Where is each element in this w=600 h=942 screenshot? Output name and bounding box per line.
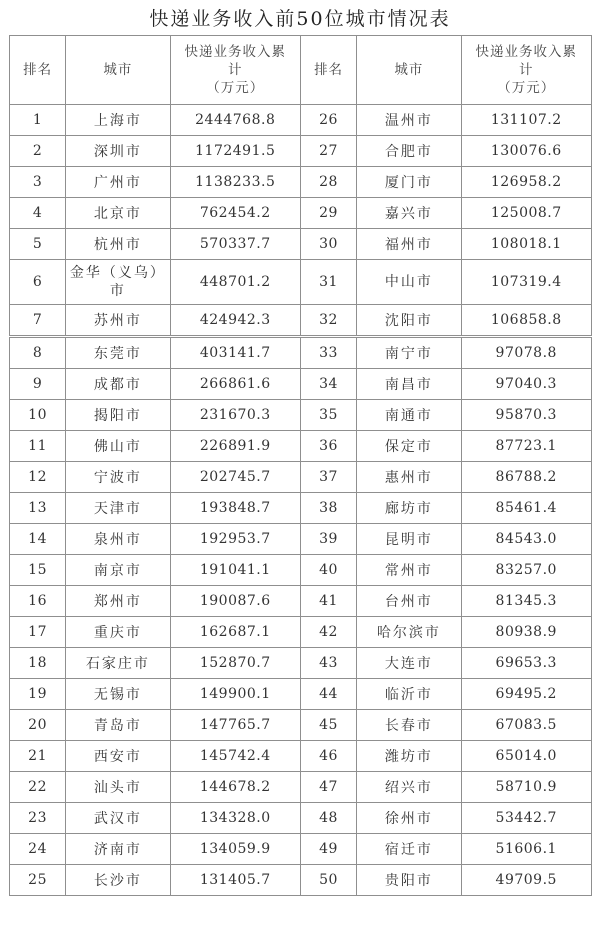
city-cell: 保定市 — [357, 431, 461, 462]
table-body — [10, 105, 592, 896]
revenue-cell: 49709.5 — [461, 865, 592, 896]
city-header: 城市 — [66, 36, 170, 105]
revenue-cell: 107319.4 — [461, 260, 592, 305]
city-cell: 哈尔滨市 — [357, 617, 461, 648]
revenue-cell: 130076.6 — [461, 136, 592, 167]
revenue-cell: 762454.2 — [170, 198, 300, 229]
table-row — [10, 803, 592, 834]
city-cell: 宿迁市 — [357, 834, 461, 865]
page-title: 快递业务收入前50位城市情况表 — [149, 8, 451, 30]
rank-cell: 46 — [300, 741, 356, 772]
rank-cell: 48 — [300, 803, 356, 834]
city-cell: 惠州市 — [357, 462, 461, 493]
revenue-cell: 134059.9 — [170, 834, 300, 865]
revenue-cell: 81345.3 — [461, 586, 592, 617]
revenue-cell: 152870.7 — [170, 648, 300, 679]
table-row — [10, 617, 592, 648]
revenue-cell: 67083.5 — [461, 710, 592, 741]
rank-cell: 39 — [300, 524, 356, 555]
rank-cell: 10 — [10, 400, 66, 431]
city-cell: 昆明市 — [357, 524, 461, 555]
city-cell: 南昌市 — [357, 369, 461, 400]
rank-cell: 36 — [300, 431, 356, 462]
city-name-line2: 市 — [109, 283, 126, 299]
revenue-header-line1: 快递业务收入累 — [475, 44, 577, 60]
rank-cell: 16 — [10, 586, 66, 617]
city-cell: 广州市 — [66, 167, 170, 198]
revenue-cell: 2444768.8 — [170, 105, 300, 136]
table-row — [10, 260, 592, 305]
revenue-cell: 58710.9 — [461, 772, 592, 803]
rank-cell: 21 — [10, 741, 66, 772]
rank-cell: 50 — [300, 865, 356, 896]
table-row — [10, 865, 592, 896]
revenue-cell: 126958.2 — [461, 167, 592, 198]
city-cell: 佛山市 — [66, 431, 170, 462]
revenue-cell: 226891.9 — [170, 431, 300, 462]
revenue-header-line2: 计 — [228, 62, 243, 78]
rank-cell: 44 — [300, 679, 356, 710]
rank-cell: 43 — [300, 648, 356, 679]
table-row — [10, 524, 592, 555]
revenue-cell: 83257.0 — [461, 555, 592, 586]
table-row — [10, 198, 592, 229]
city-cell: 成都市 — [66, 369, 170, 400]
city-cell: 潍坊市 — [357, 741, 461, 772]
city-cell: 深圳市 — [66, 136, 170, 167]
city-cell: 上海市 — [66, 105, 170, 136]
city-cell: 绍兴市 — [357, 772, 461, 803]
city-cell: 武汉市 — [66, 803, 170, 834]
express-revenue-table — [9, 35, 592, 896]
rank-cell: 28 — [300, 167, 356, 198]
revenue-cell: 97040.3 — [461, 369, 592, 400]
revenue-cell: 192953.7 — [170, 524, 300, 555]
city-cell: 宁波市 — [66, 462, 170, 493]
revenue-cell: 266861.6 — [170, 369, 300, 400]
revenue-cell: 134328.0 — [170, 803, 300, 834]
rank-cell: 18 — [10, 648, 66, 679]
table-row — [10, 679, 592, 710]
city-cell: 无锡市 — [66, 679, 170, 710]
revenue-cell: 147765.7 — [170, 710, 300, 741]
rank-cell: 27 — [300, 136, 356, 167]
city-cell: 天津市 — [66, 493, 170, 524]
rank-cell: 11 — [10, 431, 66, 462]
table-row — [10, 741, 592, 772]
city-cell: 合肥市 — [357, 136, 461, 167]
revenue-cell: 403141.7 — [170, 337, 300, 369]
city-cell: 北京市 — [66, 198, 170, 229]
revenue-cell: 131405.7 — [170, 865, 300, 896]
city-cell: 台州市 — [357, 586, 461, 617]
revenue-cell: 131107.2 — [461, 105, 592, 136]
table-row — [10, 337, 592, 369]
revenue-cell: 202745.7 — [170, 462, 300, 493]
rank-cell: 40 — [300, 555, 356, 586]
revenue-header-line2: 计 — [519, 62, 534, 78]
revenue-cell: 125008.7 — [461, 198, 592, 229]
revenue-header-unit: （万元） — [497, 80, 556, 96]
city-cell: 福州市 — [357, 229, 461, 260]
revenue-cell: 51606.1 — [461, 834, 592, 865]
table-row — [10, 431, 592, 462]
rank-cell: 32 — [300, 305, 356, 337]
table-row — [10, 462, 592, 493]
revenue-cell: 424942.3 — [170, 305, 300, 337]
rank-cell: 23 — [10, 803, 66, 834]
rank-cell: 34 — [300, 369, 356, 400]
city-cell: 南京市 — [66, 555, 170, 586]
city-cell: 杭州市 — [66, 229, 170, 260]
table-row — [10, 167, 592, 198]
rank-cell: 37 — [300, 462, 356, 493]
city-cell: 东莞市 — [66, 337, 170, 369]
revenue-cell: 86788.2 — [461, 462, 592, 493]
revenue-header — [461, 36, 592, 105]
rank-cell: 41 — [300, 586, 356, 617]
rank-cell: 38 — [300, 493, 356, 524]
city-cell: 苏州市 — [66, 305, 170, 337]
city-cell: 西安市 — [66, 741, 170, 772]
revenue-cell: 231670.3 — [170, 400, 300, 431]
table-row — [10, 772, 592, 803]
revenue-cell: 108018.1 — [461, 229, 592, 260]
rank-cell: 13 — [10, 493, 66, 524]
revenue-cell: 448701.2 — [170, 260, 300, 305]
rank-cell: 15 — [10, 555, 66, 586]
city-cell: 厦门市 — [357, 167, 461, 198]
rank-cell: 26 — [300, 105, 356, 136]
rank-cell: 25 — [10, 865, 66, 896]
city-cell: 温州市 — [357, 105, 461, 136]
rank-cell: 30 — [300, 229, 356, 260]
city-cell: 青岛市 — [66, 710, 170, 741]
rank-cell: 3 — [10, 167, 66, 198]
city-cell: 南通市 — [357, 400, 461, 431]
city-cell: 廊坊市 — [357, 493, 461, 524]
revenue-cell: 53442.7 — [461, 803, 592, 834]
revenue-cell: 80938.9 — [461, 617, 592, 648]
revenue-cell: 97078.8 — [461, 337, 592, 369]
table-row — [10, 400, 592, 431]
table-row — [10, 229, 592, 260]
city-cell: 汕头市 — [66, 772, 170, 803]
rank-cell: 47 — [300, 772, 356, 803]
revenue-cell: 570337.7 — [170, 229, 300, 260]
rank-cell: 35 — [300, 400, 356, 431]
rank-header: 排名 — [300, 36, 356, 105]
rank-cell: 2 — [10, 136, 66, 167]
revenue-cell: 191041.1 — [170, 555, 300, 586]
revenue-header — [170, 36, 300, 105]
rank-cell: 8 — [10, 337, 66, 369]
city-cell: 济南市 — [66, 834, 170, 865]
city-header: 城市 — [357, 36, 461, 105]
rank-cell: 9 — [10, 369, 66, 400]
revenue-cell: 65014.0 — [461, 741, 592, 772]
rank-cell: 1 — [10, 105, 66, 136]
revenue-cell: 84543.0 — [461, 524, 592, 555]
city-cell — [66, 260, 170, 305]
revenue-cell: 190087.6 — [170, 586, 300, 617]
table-row — [10, 305, 592, 337]
revenue-cell: 69495.2 — [461, 679, 592, 710]
revenue-cell: 162687.1 — [170, 617, 300, 648]
rank-cell: 14 — [10, 524, 66, 555]
revenue-cell: 1172491.5 — [170, 136, 300, 167]
table-row — [10, 586, 592, 617]
revenue-cell: 1138233.5 — [170, 167, 300, 198]
table-row — [10, 369, 592, 400]
city-cell: 长春市 — [357, 710, 461, 741]
header-row — [10, 36, 592, 105]
city-cell: 郑州市 — [66, 586, 170, 617]
rank-cell: 49 — [300, 834, 356, 865]
rank-cell: 31 — [300, 260, 356, 305]
city-cell: 大连市 — [357, 648, 461, 679]
table-row — [10, 710, 592, 741]
revenue-cell: 95870.3 — [461, 400, 592, 431]
rank-cell: 17 — [10, 617, 66, 648]
rank-cell: 29 — [300, 198, 356, 229]
rank-cell: 7 — [10, 305, 66, 337]
revenue-cell: 144678.2 — [170, 772, 300, 803]
revenue-cell: 87723.1 — [461, 431, 592, 462]
city-cell: 揭阳市 — [66, 400, 170, 431]
table-row — [10, 648, 592, 679]
rank-cell: 20 — [10, 710, 66, 741]
rank-cell: 6 — [10, 260, 66, 305]
revenue-cell: 69653.3 — [461, 648, 592, 679]
city-cell: 重庆市 — [66, 617, 170, 648]
city-name-line1: 金华（义乌） — [69, 265, 166, 281]
city-cell: 贵阳市 — [357, 865, 461, 896]
revenue-cell: 106858.8 — [461, 305, 592, 337]
revenue-cell: 85461.4 — [461, 493, 592, 524]
city-cell: 嘉兴市 — [357, 198, 461, 229]
revenue-header-line1: 快递业务收入累 — [184, 44, 286, 60]
city-cell: 南宁市 — [357, 337, 461, 369]
city-cell: 常州市 — [357, 555, 461, 586]
rank-cell: 5 — [10, 229, 66, 260]
revenue-cell: 149900.1 — [170, 679, 300, 710]
revenue-cell: 193848.7 — [170, 493, 300, 524]
city-cell: 石家庄市 — [66, 648, 170, 679]
city-cell: 泉州市 — [66, 524, 170, 555]
table-row — [10, 105, 592, 136]
rank-cell: 19 — [10, 679, 66, 710]
rank-cell: 42 — [300, 617, 356, 648]
rank-cell: 24 — [10, 834, 66, 865]
city-cell: 中山市 — [357, 260, 461, 305]
rank-cell: 22 — [10, 772, 66, 803]
rank-header: 排名 — [10, 36, 66, 105]
city-cell: 沈阳市 — [357, 305, 461, 337]
table-row — [10, 555, 592, 586]
rank-cell: 33 — [300, 337, 356, 369]
rank-cell: 4 — [10, 198, 66, 229]
city-cell: 临沂市 — [357, 679, 461, 710]
rank-cell: 12 — [10, 462, 66, 493]
table-row — [10, 493, 592, 524]
revenue-header-unit: （万元） — [206, 80, 265, 96]
table-row — [10, 834, 592, 865]
city-cell: 长沙市 — [66, 865, 170, 896]
rank-cell: 45 — [300, 710, 356, 741]
revenue-cell: 145742.4 — [170, 741, 300, 772]
city-cell: 徐州市 — [357, 803, 461, 834]
table-row — [10, 136, 592, 167]
